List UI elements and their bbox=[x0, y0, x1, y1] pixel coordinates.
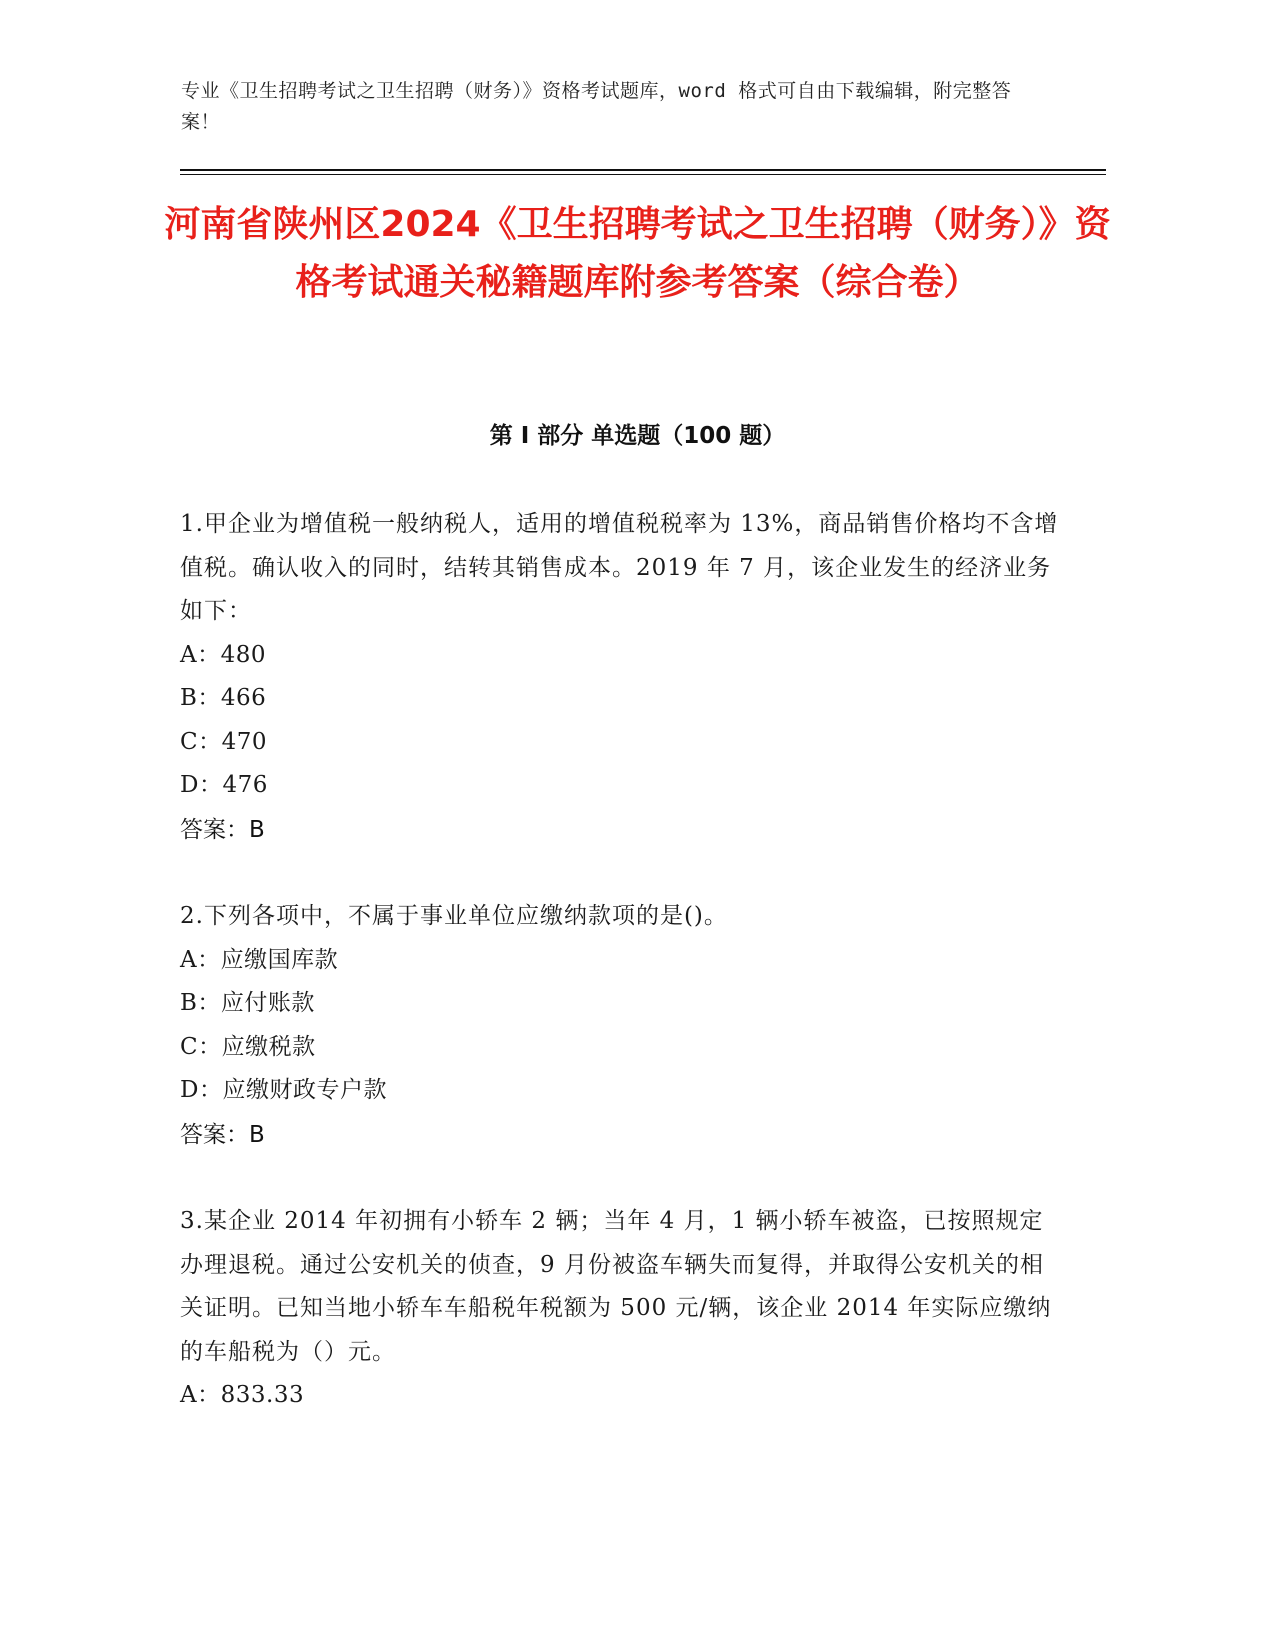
question-2 bbox=[180, 895, 1060, 1157]
option-c: C：应缴税款 bbox=[180, 1033, 316, 1060]
header-divider-thin bbox=[180, 174, 1106, 175]
header-divider-thick bbox=[180, 169, 1106, 171]
header-note: 专业《卫生招聘考试之卫生招聘（财务）》资格考试题库，word 格式可自由下载编辑，附完整答案！ bbox=[181, 80, 1012, 133]
question-text: 2.下列各项中，不属于事业单位应缴纳款项的是()。 bbox=[180, 903, 728, 929]
option-c: C：470 bbox=[180, 728, 267, 755]
option-d: D：应缴财政专户款 bbox=[180, 1077, 387, 1103]
question-1 bbox=[180, 503, 1060, 852]
question-text: 3.某企业 2014 年初拥有小轿车 2 辆；当年 4 月，1 辆小轿车被盗，已按照规定办理退税。通过公安机关的侦查，9 月份被盗车辆失而复得，并取得公安机关的相关证明。已知当地小轿车车船税年税额为 500 元/辆，该企业 2014 年实际应缴纳的车船税为（）元。 bbox=[180, 1208, 1052, 1365]
option-a: A：应缴国库款 bbox=[180, 946, 339, 973]
option-b: B：应付账款 bbox=[180, 990, 315, 1016]
question-3 bbox=[180, 1200, 1060, 1418]
option-d: D：476 bbox=[180, 772, 268, 798]
answer: 答案：B bbox=[180, 816, 265, 843]
option-a: A：480 bbox=[180, 641, 267, 668]
section-title: 第 I 部分 单选题（100 题） bbox=[489, 423, 786, 449]
option-b: B：466 bbox=[180, 685, 267, 711]
answer: 答案：B bbox=[180, 1121, 265, 1148]
option-a: A：833.33 bbox=[180, 1382, 305, 1408]
document-title: 河南省陕州区2024《卫生招聘考试之卫生招聘（财务）》资格考试通关秘籍题库附参考答案（综合卷） bbox=[164, 204, 1111, 303]
question-text: 1.甲企业为增值税一般纳税人，适用的增值税税率为 13%，商品销售价格均不含增值税。确认收入的同时，结转其销售成本。2019 年 7 月，该企业发生的经济业务如下： bbox=[180, 511, 1059, 624]
